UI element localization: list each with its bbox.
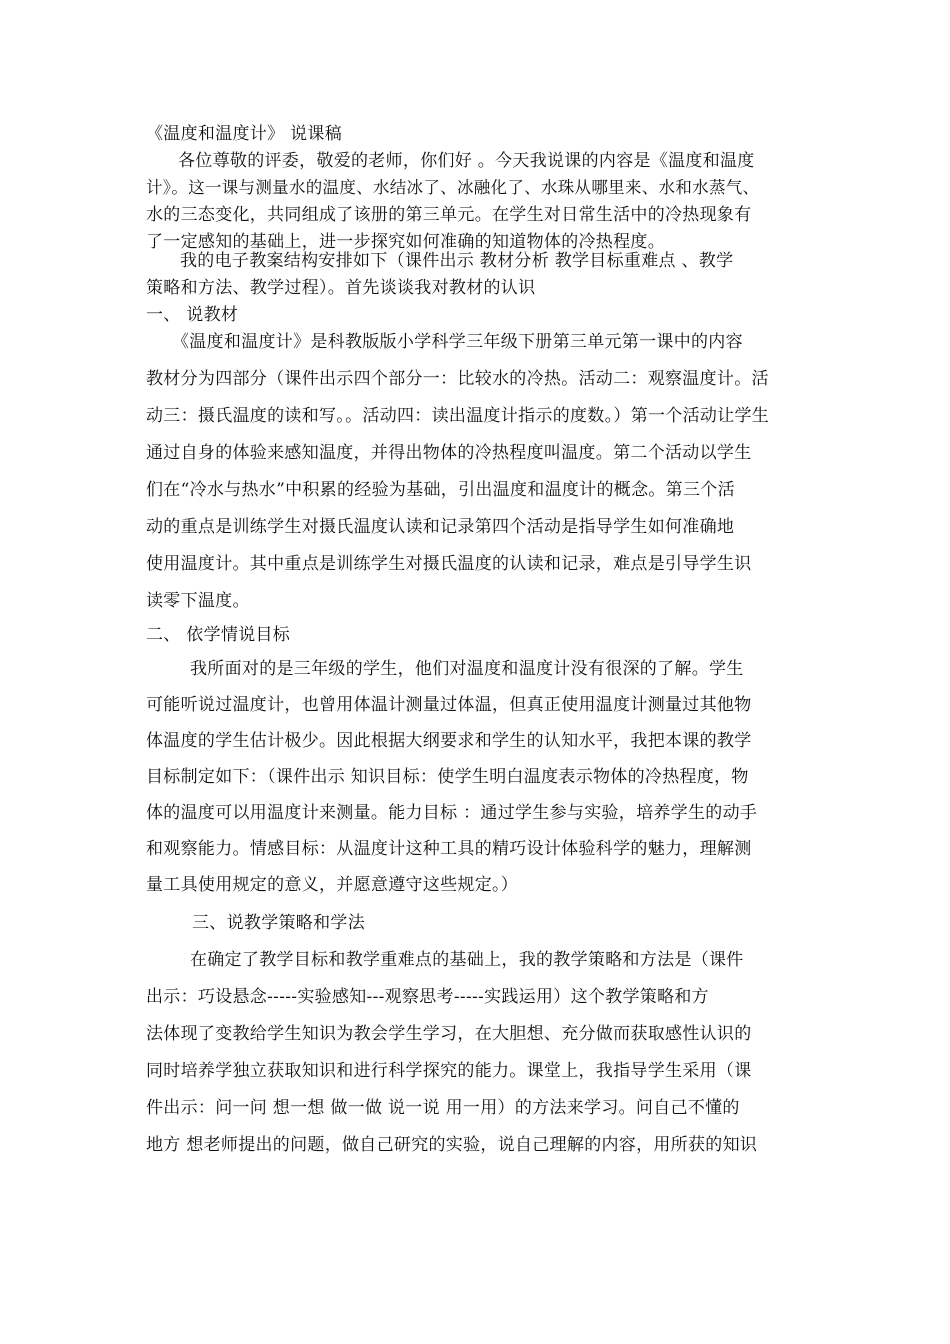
section-2-heading: 二、 依学情说目标 [146,625,291,645]
structure-line: 策略和方法、教学过程）。首先谈谈我对教材的认识 [146,278,536,298]
section-3-heading: 三、说教学策略和学法 [192,913,365,933]
section-1-line: 读零下温度。 [146,591,250,611]
section-3-line: 同时培养学独立获取知识和进行科学探究的能力。课堂上，我指导学生采用（课 [146,1061,752,1081]
structure-line: 我的电子教案结构安排如下（课件出示 教材分析 教学目标重难点 、教学 [180,251,734,271]
section-2-line: 量工具使用规定的意义，并愿意遵守这些规定。） [146,875,519,895]
section-3-line: 在确定了教学目标和教学重难点的基础上，我的教学策略和方法是（课件 [190,950,744,970]
section-3-line: 出示：巧设悬念-----实验感知---观察思考-----实践运用）这个教学策略和方 [146,987,709,1007]
section-3-line: 法体现了变教给学生知识为教会学生学习，在大胆想、充分做而获取感性认识的 [146,1024,752,1044]
section-2-line: 目标制定如下：（课件出示 知识目标：使学生明白温度表示物体的冷热程度，物 [146,767,749,787]
document-title: 《温度和温度计》 说课稿 [146,124,343,144]
section-1-line: 们在“冷水与热水”中积累的经验为基础，引出温度和温度计的概念。第三个活 [146,480,735,500]
section-2-line: 可能听说过温度计，也曾用体温计测量过体温，但真正使用温度计测量过其他物 [146,695,752,715]
section-1-line: 教材分为四部分（课件出示四个部分一：比较水的冷热。活动二：观察温度计。活 [146,369,769,389]
section-2-line: 和观察能力。情感目标：从温度计这种工具的精巧设计体验科学的魅力，理解测 [146,839,752,859]
section-1-heading: 一、 说教材 [146,305,239,325]
section-3-line: 地方 想老师提出的问题，做自己研究的实验，说自己理解的内容，用所获的知识 [146,1135,758,1155]
intro-line: 了一定感知的基础上，进一步探究如何准确的知道物体的冷热程度。 [146,232,665,252]
section-1-line: 动的重点是训练学生对摄氏温度认读和记录第四个活动是指导学生如何准确地 [146,517,735,537]
section-1-line: 《温度和温度计》是科教版版小学科学三年级下册第三单元第一课中的内容 [172,332,743,352]
section-1-line: 通过自身的体验来感知温度，并得出物体的冷热程度叫温度。第二个活动以学生 [146,443,752,463]
section-3-line: 件出示：问一问 想一想 做一做 说一说 用一用）的方法来学习。问自己不懂的 [146,1098,740,1118]
section-1-line: 动三：摄氏温度的读和写。。活动四：读出温度计指示的度数。）第一个活动让学生 [146,406,770,426]
intro-line: 水的三态变化，共同组成了该册的第三单元。在学生对日常生活中的冷热现象有 [146,205,752,225]
intro-line: 计》。这一课与测量水的温度、水结冰了、冰融化了、水珠从哪里来、水和水蒸气、 [146,178,760,197]
section-1-line: 使用温度计。其中重点是训练学生对摄氏温度的认读和记录，难点是引导学生识 [146,554,752,574]
section-2-line: 我所面对的是三年级的学生，他们对温度和温度计没有很深的了解。学生 [190,659,744,679]
section-2-line: 体的温度可以用温度计来测量。能力目标 ：通过学生参与实验，培养学生的动手 [146,803,758,823]
intro-line: 各位尊敬的评委，敬爱的老师，你们好 。今天我说课的内容是《温度和温度 [178,151,755,171]
section-2-line: 体温度的学生估计极少。因此根据大纲要求和学生的认知水平，我把本课的教学 [146,731,752,751]
